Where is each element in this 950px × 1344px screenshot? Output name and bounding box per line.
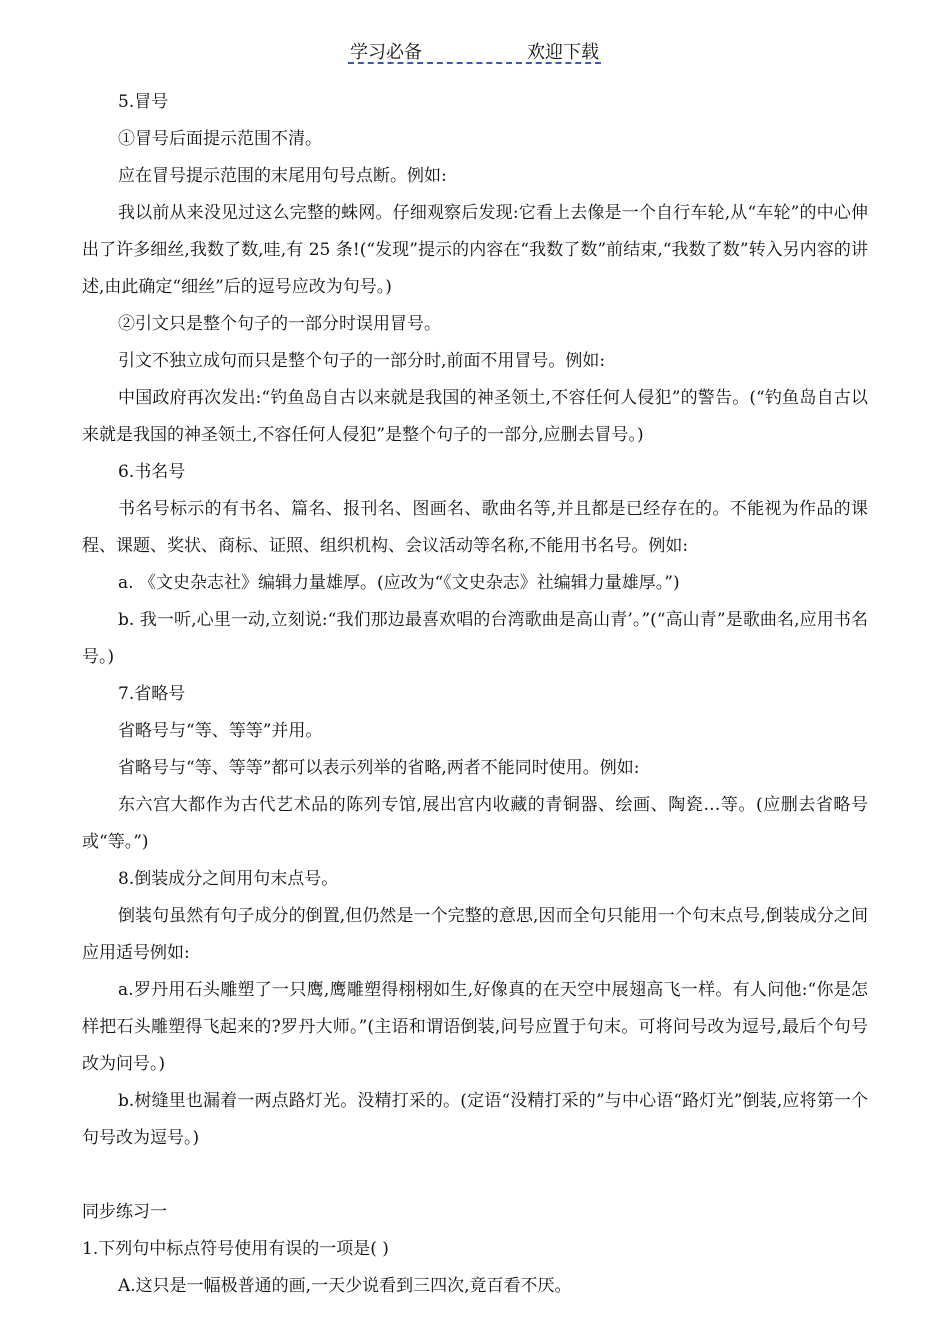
paragraph: 我以前从来没见过这么完整的蛛网。仔细观察后发现:它看上去像是一个自行车轮,从“车轮”的中心伸出了许多细丝,我数了数,哇,有 25 条!(“发现”提示的内容在“我数了数”前结束,“我数了数”转入另内容的讲述,由此确定“细丝”后的逗号应改为句号。) bbox=[82, 203, 868, 297]
header-left-text: 学习必备 bbox=[350, 42, 422, 63]
paragraph: a. 《文史杂志社》编辑力量雄厚。(应改为“《文史杂志》社编辑力量雄厚。”) bbox=[118, 573, 680, 593]
paragraph: b.树缝里也漏着一两点路灯光。没精打采的。(定语“没精打采的”与中心语“路灯光”倒装,应将第一个句号改为逗号。) bbox=[82, 1091, 868, 1148]
paragraph: 引文不独立成句而只是整个句子的一部分时,前面不用冒号。例如: bbox=[118, 351, 606, 371]
header-right-text: 欢迎下载 bbox=[527, 42, 599, 63]
exercise-option-a: A.这只是一幅极普通的画,一天少说看到三四次,竟百看不厌。 bbox=[118, 1276, 572, 1296]
paragraph: ②引文只是整个句子的一部分时误用冒号。 bbox=[118, 314, 441, 334]
paragraph: 省略号与“等、等等”并用。 bbox=[118, 721, 323, 741]
page-header bbox=[0, 38, 950, 68]
section-heading-ellipsis: 7.省略号 bbox=[118, 684, 186, 704]
paragraph: 倒装句虽然有句子成分的倒置,但仍然是一个完整的意思,因而全句只能用一个句末点号,倒装成分之间应用适号例如: bbox=[82, 906, 868, 963]
document-body bbox=[82, 84, 868, 1305]
paragraph: b. 我一听,心里一动,立刻说:“我们那边最喜欢唱的台湾歌曲是高山青’。”(“高山青”是歌曲名,应用书名号。) bbox=[82, 610, 868, 667]
paragraph: 东六宫大都作为古代艺术品的陈列专馆,展出宫内收藏的青铜器、绘画、陶瓷…等。(应删去省略号或“等。”) bbox=[82, 795, 868, 852]
paragraph: 书名号标示的有书名、篇名、报刊名、图画名、歌曲名等,并且都是已经存在的。不能视为作品的课程、课题、奖状、商标、证照、组织机构、会议活动等名称,不能用书名号。例如: bbox=[82, 499, 868, 556]
exercise-title: 同步练习一 bbox=[82, 1202, 167, 1222]
section-heading-inversion: 8.倒装成分之间用句末点号。 bbox=[118, 869, 339, 889]
header-underline bbox=[348, 62, 601, 64]
paragraph: 中国政府再次发出:“钓鱼岛自古以来就是我国的神圣领土,不容任何人侵犯”的警告。(“钓鱼岛自古以来就是我国的神圣领土,不容任何人侵犯”是整个句子的一部分,应删去冒号。) bbox=[82, 388, 868, 445]
paragraph: a.罗丹用石头雕塑了一只鹰,鹰雕塑得栩栩如生,好像真的在天空中展翅高飞一样。有人问他:“你是怎样把石头雕塑得飞起来的?罗丹大师。”(主语和谓语倒装,问号应置于句末。可将问号改为逗号,最后个句号改为问号。) bbox=[82, 980, 868, 1074]
paragraph: 应在冒号提示范围的末尾用句号点断。例如: bbox=[118, 166, 447, 186]
spacer bbox=[82, 1157, 868, 1194]
paragraph: ①冒号后面提示范围不清。 bbox=[118, 129, 322, 149]
paragraph: 省略号与“等、等等”都可以表示列举的省略,两者不能同时使用。例如: bbox=[118, 758, 640, 778]
exercise-question: 1.下列句中标点符号使用有误的一项是( ) bbox=[82, 1239, 389, 1259]
section-heading-book-title: 6.书名号 bbox=[118, 462, 186, 482]
section-heading-colon: 5.冒号 bbox=[118, 92, 169, 112]
